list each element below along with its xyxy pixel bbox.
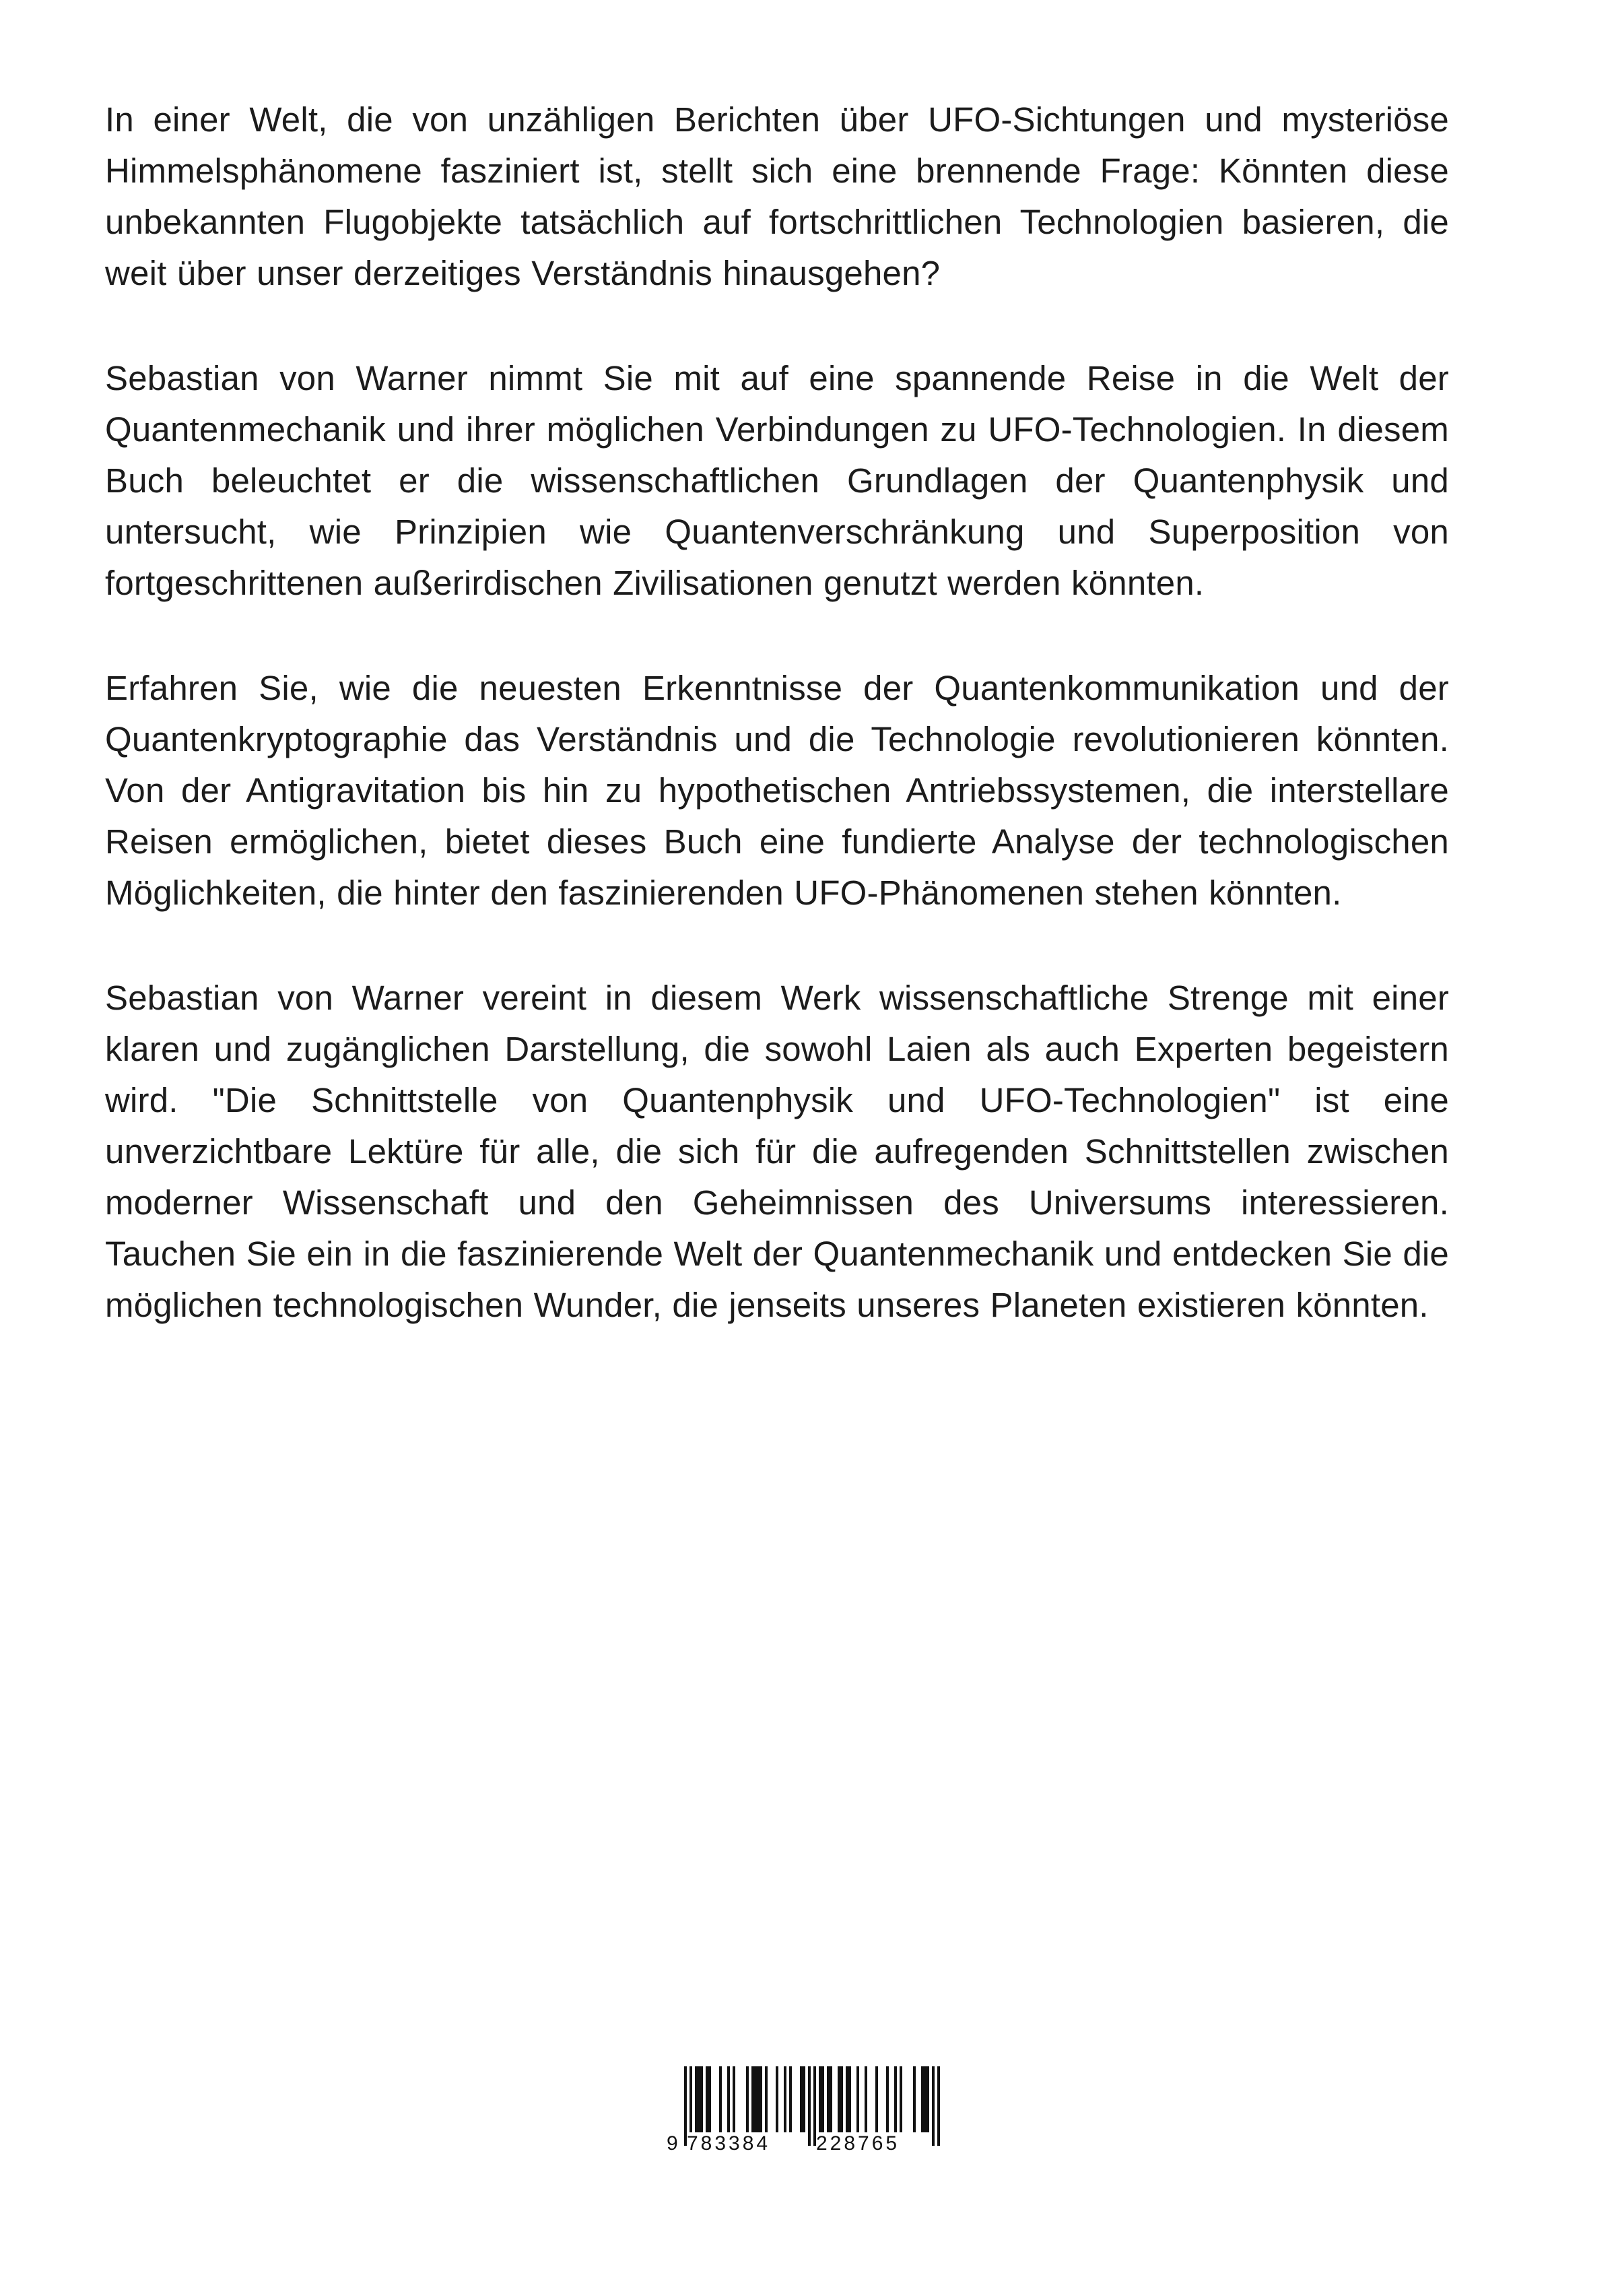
barcode-bar: [751, 2066, 762, 2132]
barcode-bar: [733, 2066, 735, 2132]
barcode-bar: [706, 2066, 711, 2132]
barcode-bar: [776, 2066, 778, 2132]
isbn-barcode: [667, 2066, 949, 2161]
barcode-bar: [838, 2066, 843, 2132]
blurb-paragraph-1: In einer Welt, die von unzähligen Berichten über UFO-Sichtungen und mysteriöse Himmelsphänomene fasziniert ist, stellt sich eine brennende Frage: Könnten diese unbekannten Flugobjekte tatsächlich auf fortschrittlichen Technologien basieren, die weit über unser derzeitiges Verständnis hinausgehen?: [105, 100, 1449, 292]
barcode-bar: [719, 2066, 722, 2132]
blurb-text: [105, 94, 1449, 1385]
barcode-bar: [827, 2066, 832, 2132]
barcode-left-digits: 783384: [687, 2132, 771, 2155]
barcode-bar: [819, 2066, 824, 2132]
barcode-bar: [746, 2066, 749, 2132]
barcode-bar: [865, 2066, 867, 2132]
barcode-bar: [900, 2066, 902, 2132]
barcode-right-digits: 228765: [816, 2132, 900, 2155]
barcode-bar: [875, 2066, 878, 2132]
barcode-bar: [886, 2066, 889, 2132]
barcode-bar: [784, 2066, 786, 2132]
barcode-bar: [846, 2066, 851, 2132]
barcode-bar: [695, 2066, 703, 2132]
barcode-bar: [789, 2066, 792, 2132]
barcode-bar: [913, 2066, 916, 2132]
barcode-guard-bar: [808, 2066, 811, 2146]
barcode-bar: [856, 2066, 859, 2132]
blurb-paragraph-3: Erfahren Sie, wie die neuesten Erkenntnisse der Quantenkommunikation und der Quantenkryptographie das Verständnis und die Technologie revolutionieren könnten. Von der Antigravitation bis hin zu hypothetischen Antriebssystemen, die interstellare Reisen ermöglichen, bietet dieses Buch eine fundierte Analyse der technologischen Möglichkeiten, die hinter den faszinierenden UFO-Phänomenen stehen könnten.: [105, 669, 1449, 912]
barcode-guard-bar: [932, 2066, 935, 2146]
barcode-bar: [727, 2066, 730, 2132]
barcode-bar: [921, 2066, 929, 2132]
barcode-first-digit: 9: [667, 2132, 681, 2155]
barcode-bar: [800, 2066, 805, 2132]
barcode-bar: [765, 2066, 768, 2132]
blurb-paragraph-2: Sebastian von Warner nimmt Sie mit auf eine spannende Reise in die Welt der Quantenmechanik und ihrer möglichen Verbindungen zu UFO-Technologien. In diesem Buch beleuchtet er die wissenschaftlichen Grundlagen der Quantenphysik und untersucht, wie Prinzipien wie Quantenverschränkung und Superposition von fortgeschrittenen außerirdischen Zivilisationen genutzt werden könnten.: [105, 359, 1449, 602]
barcode-guard-bar: [937, 2066, 940, 2146]
barcode-bar: [894, 2066, 897, 2132]
blurb-paragraph-4: Sebastian von Warner vereint in diesem Werk wissenschaftliche Strenge mit einer klaren und zugänglichen Darstellung, die sowohl Laien als auch Experten begeistern wird. "Die Schnittstelle von Quantenphysik und UFO-Technologien" ist eine unverzichtbare Lektüre für alle, die sich für die aufregenden Schnittstellen zwischen moderner Wissenschaft und den Geheimnissen des Universums interessieren. Tauchen Sie ein in die faszinierende Welt der Quantenmechanik und entdecken Sie die möglichen technologischen Wunder, die jenseits unseres Planeten existieren könnten.: [105, 979, 1449, 1324]
